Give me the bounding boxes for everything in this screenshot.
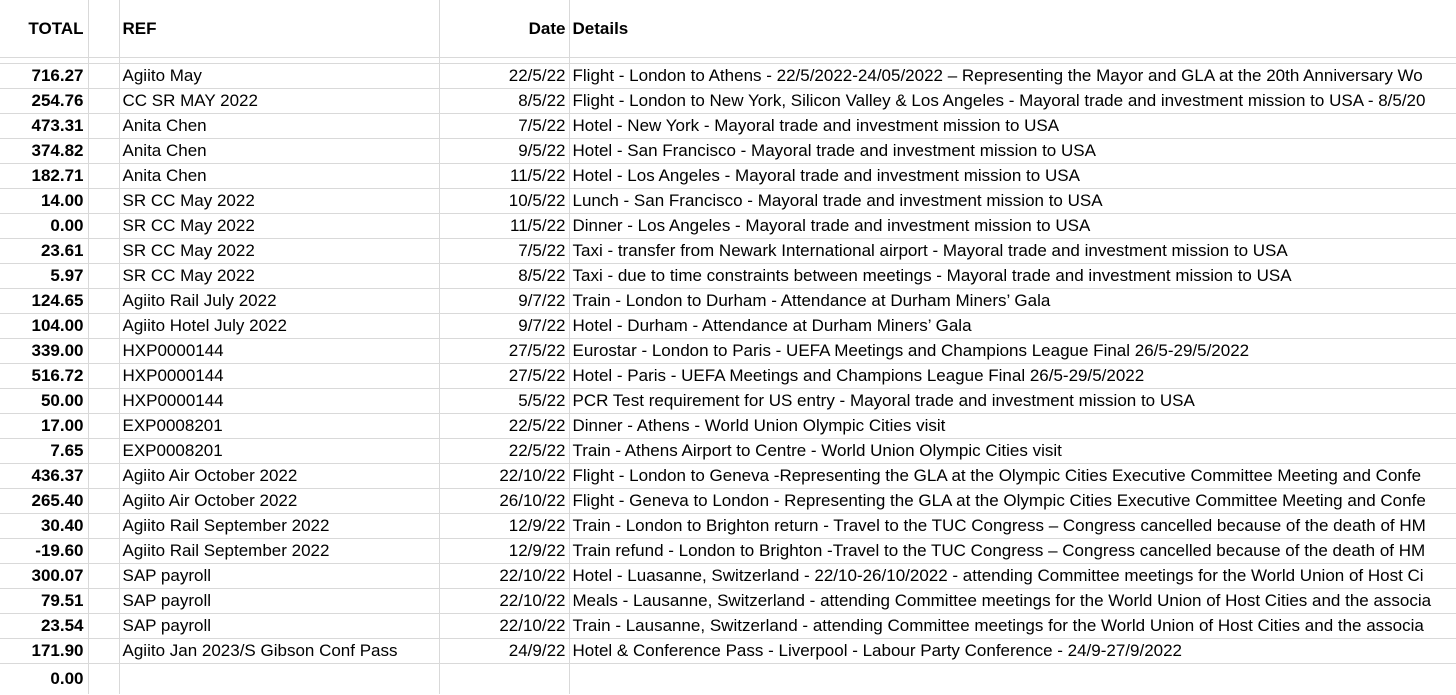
ref-cell[interactable]: HXP0000144 (119, 364, 439, 389)
gap-cell[interactable] (88, 389, 119, 414)
total-cell[interactable]: 171.90 (0, 639, 88, 664)
total-cell[interactable]: 0.00 (0, 664, 88, 695)
gap-cell[interactable] (88, 664, 119, 695)
ref-cell[interactable]: Agiito Air October 2022 (119, 464, 439, 489)
gap-cell[interactable] (88, 139, 119, 164)
gap-cell[interactable] (88, 614, 119, 639)
date-cell[interactable]: 22/10/22 (439, 614, 569, 639)
header-details[interactable]: Details (569, 0, 1456, 58)
table-row (0, 289, 1456, 314)
table-row (0, 589, 1456, 614)
total-cell[interactable]: 339.00 (0, 339, 88, 364)
gap-cell[interactable] (88, 439, 119, 464)
header-ref[interactable]: REF (119, 0, 439, 58)
date-cell[interactable]: 12/9/22 (439, 539, 569, 564)
ref-cell[interactable]: Agiito Rail September 2022 (119, 539, 439, 564)
total-cell[interactable]: 30.40 (0, 514, 88, 539)
ref-cell[interactable]: SR CC May 2022 (119, 214, 439, 239)
table-row (0, 89, 1456, 114)
table-row (0, 489, 1456, 514)
date-cell[interactable]: 9/7/22 (439, 289, 569, 314)
details-cell[interactable]: Hotel - Durham - Attendance at Durham Miners’ Gala (569, 314, 1456, 339)
table-row (0, 314, 1456, 339)
ref-cell[interactable]: Agiito Hotel July 2022 (119, 314, 439, 339)
total-cell[interactable]: 436.37 (0, 464, 88, 489)
details-cell[interactable]: Hotel - New York - Mayoral trade and investment mission to USA (569, 114, 1456, 139)
date-cell[interactable]: 24/9/22 (439, 639, 569, 664)
details-cell[interactable]: Dinner - Athens - World Union Olympic Cities visit (569, 414, 1456, 439)
gap-cell[interactable] (88, 289, 119, 314)
date-cell[interactable]: 27/5/22 (439, 364, 569, 389)
table-row (0, 139, 1456, 164)
ref-cell[interactable]: SR CC May 2022 (119, 264, 439, 289)
total-cell[interactable]: -19.60 (0, 539, 88, 564)
total-cell[interactable]: 17.00 (0, 414, 88, 439)
details-cell[interactable]: Train - Lausanne, Switzerland - attending Committee meetings for the World Union of Host Cities and the associa (569, 614, 1456, 639)
table-row (0, 339, 1456, 364)
total-cell[interactable]: 23.54 (0, 614, 88, 639)
details-cell[interactable]: Train - London to Durham - Attendance at Durham Miners’ Gala (569, 289, 1456, 314)
date-cell[interactable]: 5/5/22 (439, 389, 569, 414)
ref-cell[interactable]: Agiito Jan 2023/S Gibson Conf Pass (119, 639, 439, 664)
details-cell[interactable] (569, 664, 1456, 695)
date-cell[interactable]: 22/10/22 (439, 589, 569, 614)
total-cell[interactable]: 516.72 (0, 364, 88, 389)
header-row (0, 0, 1456, 58)
table-row (0, 214, 1456, 239)
ref-cell[interactable]: HXP0000144 (119, 389, 439, 414)
gap-cell[interactable] (88, 189, 119, 214)
details-cell[interactable]: Hotel - San Francisco - Mayoral trade and investment mission to USA (569, 139, 1456, 164)
table-row (0, 64, 1456, 89)
details-cell[interactable]: Flight - London to Geneva -Representing the GLA at the Olympic Cities Executive Committee Meeting and Confe (569, 464, 1456, 489)
gap-cell[interactable] (88, 214, 119, 239)
gap-cell[interactable] (88, 64, 119, 89)
total-cell[interactable]: 300.07 (0, 564, 88, 589)
details-cell[interactable]: Hotel - Luasanne, Switzerland - 22/10-26/10/2022 - attending Committee meetings for the World Union of Host Ci (569, 564, 1456, 589)
gap-cell[interactable] (88, 314, 119, 339)
ref-cell[interactable]: Agiito Rail July 2022 (119, 289, 439, 314)
date-cell[interactable]: 11/5/22 (439, 214, 569, 239)
total-cell[interactable]: 23.61 (0, 239, 88, 264)
total-cell[interactable]: 182.71 (0, 164, 88, 189)
gap-cell[interactable] (88, 639, 119, 664)
ref-cell[interactable]: Agiito May (119, 64, 439, 89)
ref-cell[interactable]: CC SR MAY 2022 (119, 89, 439, 114)
details-cell[interactable]: Eurostar - London to Paris - UEFA Meetings and Champions League Final 26/5-29/5/2022 (569, 339, 1456, 364)
date-cell[interactable]: 8/5/22 (439, 89, 569, 114)
details-cell[interactable]: Dinner - Los Angeles - Mayoral trade and investment mission to USA (569, 214, 1456, 239)
date-cell[interactable]: 22/5/22 (439, 64, 569, 89)
total-cell[interactable]: 473.31 (0, 114, 88, 139)
details-cell[interactable]: PCR Test requirement for US entry - Mayoral trade and investment mission to USA (569, 389, 1456, 414)
gap-cell[interactable] (88, 414, 119, 439)
gap-cell[interactable] (88, 464, 119, 489)
date-cell[interactable]: 26/10/22 (439, 489, 569, 514)
date-cell[interactable]: 9/5/22 (439, 139, 569, 164)
gap-cell[interactable] (88, 364, 119, 389)
table-row (0, 389, 1456, 414)
table-row (0, 264, 1456, 289)
total-cell[interactable]: 254.76 (0, 89, 88, 114)
table-row (0, 364, 1456, 389)
details-cell[interactable]: Flight - Geneva to London - Representing the GLA at the Olympic Cities Executive Committee Meeting and Confe (569, 489, 1456, 514)
date-cell[interactable]: 27/5/22 (439, 339, 569, 364)
gap-cell[interactable] (88, 514, 119, 539)
table-row (0, 439, 1456, 464)
details-cell[interactable]: Flight - London to Athens - 22/5/2022-24/05/2022 – Representing the Mayor and GLA at the 20th Anniversary Wo (569, 64, 1456, 89)
details-cell[interactable]: Hotel - Paris - UEFA Meetings and Champions League Final 26/5-29/5/2022 (569, 364, 1456, 389)
table-row (0, 164, 1456, 189)
date-cell[interactable]: 10/5/22 (439, 189, 569, 214)
gap-cell[interactable] (88, 89, 119, 114)
details-cell[interactable]: Lunch - San Francisco - Mayoral trade and investment mission to USA (569, 189, 1456, 214)
details-cell[interactable]: Train refund - London to Brighton -Travel to the TUC Congress – Congress cancelled because of the death of HM (569, 539, 1456, 564)
total-cell[interactable]: 79.51 (0, 589, 88, 614)
total-cell[interactable]: 5.97 (0, 264, 88, 289)
total-cell[interactable]: 50.00 (0, 389, 88, 414)
table-row (0, 664, 1456, 695)
total-cell[interactable]: 104.00 (0, 314, 88, 339)
date-cell[interactable]: 22/5/22 (439, 414, 569, 439)
ref-cell[interactable]: SAP payroll (119, 614, 439, 639)
gap-cell[interactable] (88, 539, 119, 564)
table-row (0, 414, 1456, 439)
ref-cell[interactable]: EXP0008201 (119, 414, 439, 439)
details-cell[interactable]: Train - Athens Airport to Centre - World Union Olympic Cities visit (569, 439, 1456, 464)
header-date[interactable]: Date (439, 0, 569, 58)
gap-cell[interactable] (88, 264, 119, 289)
date-cell[interactable] (439, 664, 569, 695)
gap-cell[interactable] (88, 589, 119, 614)
date-cell[interactable]: 22/10/22 (439, 464, 569, 489)
ref-cell[interactable]: HXP0000144 (119, 339, 439, 364)
ref-cell[interactable] (119, 664, 439, 695)
details-cell[interactable]: Flight - London to New York, Silicon Valley & Los Angeles - Mayoral trade and investment mission to USA - 8/5/20 (569, 89, 1456, 114)
gap-cell[interactable] (88, 489, 119, 514)
ref-cell[interactable]: Agiito Air October 2022 (119, 489, 439, 514)
date-cell[interactable]: 7/5/22 (439, 239, 569, 264)
ref-cell[interactable]: SAP payroll (119, 589, 439, 614)
details-cell[interactable]: Meals - Lausanne, Switzerland - attending Committee meetings for the World Union of Host Cities and the associa (569, 589, 1456, 614)
ref-cell[interactable]: SR CC May 2022 (119, 189, 439, 214)
table-row (0, 539, 1456, 564)
gap-cell[interactable] (88, 114, 119, 139)
total-cell[interactable]: 14.00 (0, 189, 88, 214)
gap-cell[interactable] (88, 239, 119, 264)
table-row (0, 189, 1456, 214)
ref-cell[interactable]: SAP payroll (119, 564, 439, 589)
table-row (0, 614, 1456, 639)
gap-cell[interactable] (88, 339, 119, 364)
table-row (0, 114, 1456, 139)
ref-cell[interactable]: Anita Chen (119, 164, 439, 189)
date-cell[interactable]: 7/5/22 (439, 114, 569, 139)
ref-cell[interactable]: SR CC May 2022 (119, 239, 439, 264)
date-cell[interactable]: 8/5/22 (439, 264, 569, 289)
date-cell[interactable]: 22/10/22 (439, 564, 569, 589)
table-body (0, 64, 1456, 695)
table-row (0, 564, 1456, 589)
total-cell[interactable]: 124.65 (0, 289, 88, 314)
header-gap[interactable] (88, 0, 119, 58)
header-total[interactable]: TOTAL (0, 0, 88, 58)
gap-cell[interactable] (88, 164, 119, 189)
date-cell[interactable]: 9/7/22 (439, 314, 569, 339)
date-cell[interactable]: 12/9/22 (439, 514, 569, 539)
total-cell[interactable]: 716.27 (0, 64, 88, 89)
ref-cell[interactable]: Anita Chen (119, 139, 439, 164)
total-cell[interactable]: 374.82 (0, 139, 88, 164)
date-cell[interactable]: 11/5/22 (439, 164, 569, 189)
gap-cell[interactable] (88, 564, 119, 589)
table-row (0, 239, 1456, 264)
ref-cell[interactable]: EXP0008201 (119, 439, 439, 464)
ref-cell[interactable]: Anita Chen (119, 114, 439, 139)
details-cell[interactable]: Taxi - due to time constraints between meetings - Mayoral trade and investment mission to USA (569, 264, 1456, 289)
table-row (0, 639, 1456, 664)
details-cell[interactable]: Hotel - Los Angeles - Mayoral trade and investment mission to USA (569, 164, 1456, 189)
total-cell[interactable]: 265.40 (0, 489, 88, 514)
details-cell[interactable]: Train - London to Brighton return - Travel to the TUC Congress – Congress cancelled because of the death of HM (569, 514, 1456, 539)
details-cell[interactable]: Hotel & Conference Pass - Liverpool - Labour Party Conference - 24/9-27/9/2022 (569, 639, 1456, 664)
date-cell[interactable]: 22/5/22 (439, 439, 569, 464)
ref-cell[interactable]: Agiito Rail September 2022 (119, 514, 439, 539)
details-cell[interactable]: Taxi - transfer from Newark International airport - Mayoral trade and investment mission to USA (569, 239, 1456, 264)
table-row (0, 464, 1456, 489)
table-row (0, 514, 1456, 539)
total-cell[interactable]: 0.00 (0, 214, 88, 239)
total-cell[interactable]: 7.65 (0, 439, 88, 464)
